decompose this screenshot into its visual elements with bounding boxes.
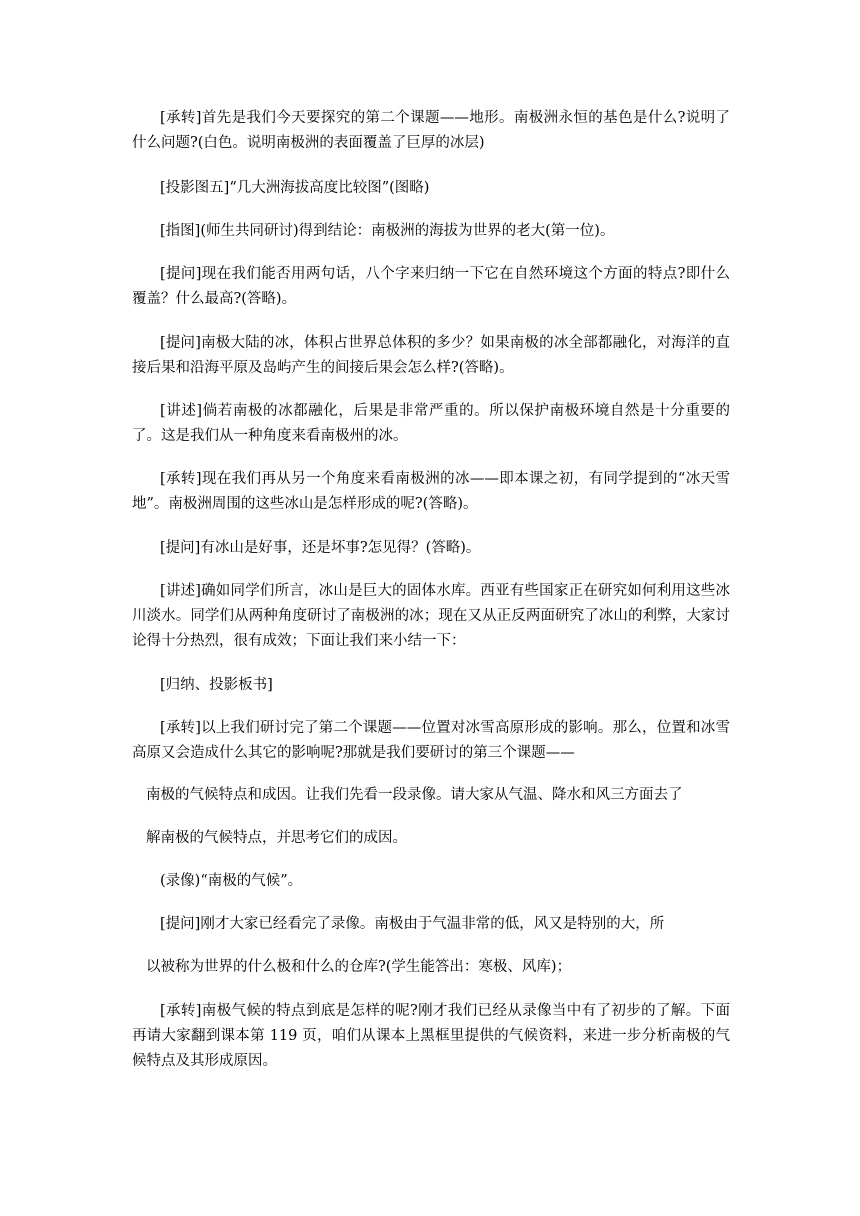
paragraph-16: 以被称为世界的什么极和什么的仓库?(学生能答出：寒极、风库)；: [146, 959, 572, 975]
paragraph-3: [指图](师生共同研讨)得到结论：南极洲的海拔为世界的老大(第一位)。: [160, 223, 615, 239]
paragraph-5: [提问]南极大陆的冰，体积占世界总体积的多少？如果南极的冰全部都融化，对海洋的直接后果和沿海平原及岛屿产生的间接后果会怎么样?(答略)。: [132, 335, 730, 376]
paragraph-2: [投影图五]“几大洲海拔高度比较图”(图略): [160, 180, 430, 196]
paragraph-15: [提问]刚才大家已经看完了录像。南极由于气温非常的低，风又是特别的大，所: [160, 916, 665, 932]
paragraph-12: 南极的气候特点和成因。让我们先看一段录像。请大家从气温、降水和风三方面去了: [146, 787, 683, 803]
paragraph-7: [承转]现在我们再从另一个角度来看南极洲的冰——即本课之初，有同学提到的“冰天雪地”。南极洲周围的这些冰山是怎样形成的呢?(答略)。: [132, 471, 730, 512]
paragraph-13: 解南极的气候特点，并思考它们的成因。: [146, 830, 407, 846]
paragraph-8: [提问]有冰山是好事，还是坏事?怎见得？(答略)。: [160, 540, 481, 556]
paragraph-9: [讲述]确如同学们所言，冰山是巨大的固体水库。西亚有些国家正在研究如何利用这些冰川淡水。同学们从两种角度研讨了南极洲的冰；现在又从正反两面研究了冰山的利弊，大家讨论得十分热烈，很有成效；下面让我们来小结一下：: [132, 583, 730, 649]
paragraph-4: [提问]现在我们能否用两句话，八个字来归纳一下它在自然环境这个方面的特点?即什么覆盖？什么最高?(答略)。: [132, 266, 730, 307]
paragraph-17: [承转]南极气候的特点到底是怎样的呢?刚才我们已经从录像当中有了初步的了解。下面再请大家翻到课本第 119 页，咱们从课本上黑框里提供的气候资料，来进一步分析南极的气候特点及其形成原因。: [132, 1003, 730, 1069]
paragraph-6: [讲述]倘若南极的冰都融化，后果是非常严重的。所以保护南极环境自然是十分重要的了。这是我们从一种角度来看南极州的冰。: [132, 403, 730, 444]
paragraph-10: [归纳、投影板书]: [160, 677, 273, 693]
paragraph-11: [承转]以上我们研讨完了第二个课题——位置对冰雪高原形成的影响。那么，位置和冰雪高原又会造成什么其它的影响呢?那就是我们要研讨的第三个课题——: [132, 720, 730, 761]
paragraph-14: (录像)“南极的气候”。: [160, 873, 303, 889]
paragraph-1: [承转]首先是我们今天要探究的第二个课题——地形。南极洲永恒的基色是什么?说明了什么问题?(白色。说明南极洲的表面覆盖了巨厚的冰层): [132, 110, 730, 151]
